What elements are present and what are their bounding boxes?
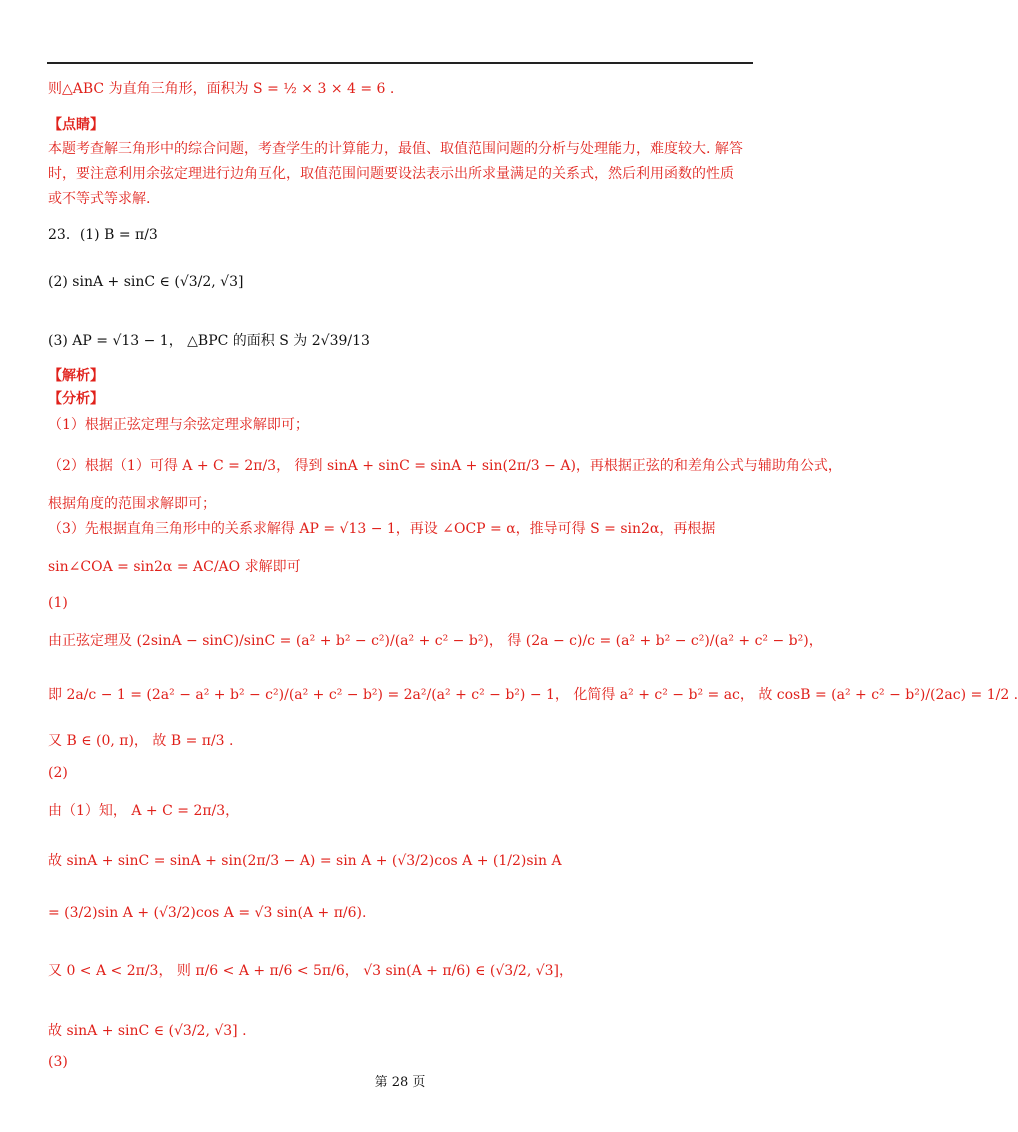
part-label-3: (3) (48, 1054, 68, 1070)
math-line: 即 2a/c − 1 = (2a² − a² + b² − c²)/(a² + c² − b²) = 2a²/(a² + c² − b²) − 1， 化简得 a² + c² − b² = ac， 故 cosB = (a² + c² − b²)/(2ac) = 1/2 . (48, 687, 1018, 703)
section-label-dianjing: 【点睛】 (48, 117, 104, 133)
section-label-jiexi: 【解析】 (48, 368, 104, 384)
text-line: （1）根据正弦定理与余弦定理求解即可； (48, 417, 309, 433)
text-line: 时，要注意利用余弦定理进行边角互化，取值范围问题要设法表示出所求量满足的关系式，然后利用函数的性质 (48, 166, 734, 182)
text-line: 本题考查解三角形中的综合问题，考查学生的计算能力，最值、取值范围问题的分析与处理能力，难度较大. 解答 (48, 141, 743, 157)
math-line: 由（1）知， A + C = 2π/3， (48, 803, 240, 819)
math-line: = (3/2)sin A + (√3/2)cos A = √3 sin(A + π/6). (48, 905, 367, 921)
text-line: 或不等式等求解. (48, 191, 151, 207)
answer-line-1: 23．(1) B = π/3 (48, 227, 158, 243)
math-line: 故 sinA + sinC = sinA + sin(2π/3 − A) = sin A + (√3/2)cos A + (1/2)sin A (48, 853, 562, 869)
page-number: 第 28 页 (374, 1075, 426, 1090)
math-line: 由正弦定理及 (2sinA − sinC)/sinC = (a² + b² − c²)/(a² + c² − b²)， 得 (2a − c)/c = (a² + b² − c²)/(a² + c² − b²)， (48, 633, 823, 649)
math-line: 又 0 < A < 2π/3， 则 π/6 < A + π/6 < 5π/6， √3 sin(A + π/6) ∈ (√3/2, √3]， (48, 963, 574, 979)
part-label-2: (2) (48, 765, 68, 781)
text-line: sin∠COA = sin2α = AC/AO 求解即可 (48, 559, 301, 575)
answer-line-3: (3) AP = √13 − 1， △BPC 的面积 S 为 2√39/13 (48, 333, 370, 349)
header-rule (47, 62, 753, 64)
text-line: （3）先根据直角三角形中的关系求解得 AP = √13 − 1，再设 ∠OCP = α，推导可得 S = sin2α，再根据 (48, 521, 716, 537)
answer-line-2: (2) sinA + sinC ∈ (√3/2, √3] (48, 274, 244, 290)
text-line: 根据角度的范围求解即可； (48, 496, 216, 512)
math-line: 故 sinA + sinC ∈ (√3/2, √3] . (48, 1023, 247, 1039)
part-label-1: (1) (48, 595, 68, 611)
text-line: （2）根据（1）可得 A + C = 2π/3， 得到 sinA + sinC = sinA + sin(2π/3 − A)，再根据正弦的和差角公式与辅助角公式， (48, 458, 842, 474)
text-line: 则△ABC 为直角三角形，面积为 S = ½ × 3 × 4 = 6 . (48, 81, 395, 97)
section-label-fenxi: 【分析】 (48, 391, 104, 407)
math-line: 又 B ∈ (0, π)， 故 B = π/3 . (48, 733, 234, 749)
